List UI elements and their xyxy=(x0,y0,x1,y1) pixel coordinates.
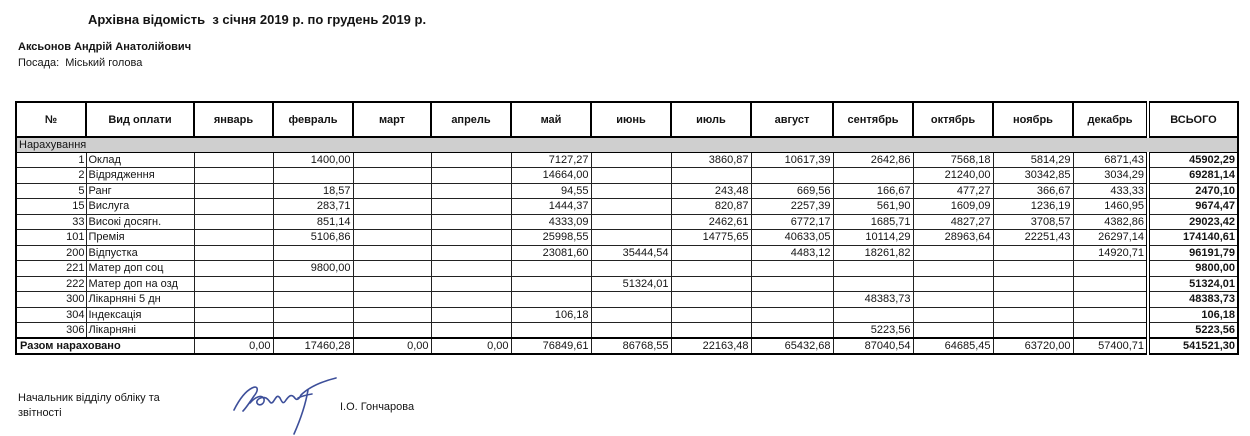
cell-november: 3708,57 xyxy=(993,214,1073,230)
cell-march xyxy=(353,230,431,246)
cell-may: 7127,27 xyxy=(511,152,591,168)
total-june: 86768,55 xyxy=(591,338,671,354)
cell-may xyxy=(511,292,591,308)
cell-december xyxy=(1073,276,1148,292)
row-total: 5223,56 xyxy=(1148,323,1238,339)
cell-january xyxy=(194,292,273,308)
total-july: 22163,48 xyxy=(671,338,751,354)
cell-august: 6772,17 xyxy=(751,214,833,230)
cell-december xyxy=(1073,261,1148,277)
cell-january xyxy=(194,168,273,184)
cell-june xyxy=(591,292,671,308)
cell-june: 51324,01 xyxy=(591,276,671,292)
signer-title-line: звітності xyxy=(18,407,62,419)
row-payment-type: Індексація xyxy=(86,307,194,323)
employee-name: Аксьонов Андрій Анатолійович xyxy=(18,41,192,53)
cell-february xyxy=(273,307,353,323)
cell-april xyxy=(431,261,511,277)
signer-title xyxy=(18,391,160,421)
cell-october: 1609,09 xyxy=(913,199,993,215)
row-payment-type: Матер доп на озд xyxy=(86,276,194,292)
cell-december: 1460,95 xyxy=(1073,199,1148,215)
cell-may: 14664,00 xyxy=(511,168,591,184)
cell-may xyxy=(511,276,591,292)
cell-march xyxy=(353,307,431,323)
row-payment-type: Вислуга xyxy=(86,199,194,215)
row-total: 69281,14 xyxy=(1148,168,1238,184)
cell-november: 366,67 xyxy=(993,183,1073,199)
row-payment-type: Премія xyxy=(86,230,194,246)
cell-july xyxy=(671,276,751,292)
signer-name: І.О. Гончарова xyxy=(340,401,415,413)
row-code: 300 xyxy=(16,292,86,308)
col-header-august: август xyxy=(751,102,833,137)
table-row xyxy=(16,245,1238,261)
row-code: 222 xyxy=(16,276,86,292)
cell-february xyxy=(273,276,353,292)
row-payment-type: Лікарняні xyxy=(86,323,194,339)
row-code: 15 xyxy=(16,199,86,215)
row-payment-type: Оклад xyxy=(86,152,194,168)
section-label: Нарахування xyxy=(16,137,1238,152)
cell-october xyxy=(913,261,993,277)
table-row xyxy=(16,152,1238,168)
cell-june xyxy=(591,168,671,184)
table-row xyxy=(16,307,1238,323)
cell-august: 669,56 xyxy=(751,183,833,199)
table-row xyxy=(16,168,1238,184)
cell-may xyxy=(511,323,591,339)
cell-august: 10617,39 xyxy=(751,152,833,168)
col-header-number: № xyxy=(16,102,86,137)
cell-july xyxy=(671,245,751,261)
cell-april xyxy=(431,168,511,184)
row-payment-type: Лікарняні 5 дн xyxy=(86,292,194,308)
table-row xyxy=(16,323,1238,339)
document-title: Архівна відомість з січня 2019 р. по грудень 2019 р. xyxy=(88,12,427,27)
cell-april xyxy=(431,276,511,292)
row-code: 1 xyxy=(16,152,86,168)
row-code: 304 xyxy=(16,307,86,323)
col-header-december: декабрь xyxy=(1073,102,1148,137)
cell-february xyxy=(273,292,353,308)
cell-october xyxy=(913,323,993,339)
row-total: 96191,79 xyxy=(1148,245,1238,261)
cell-august xyxy=(751,292,833,308)
row-payment-type: Відрядження xyxy=(86,168,194,184)
cell-july xyxy=(671,292,751,308)
cell-june xyxy=(591,230,671,246)
cell-june: 35444,54 xyxy=(591,245,671,261)
cell-october xyxy=(913,276,993,292)
cell-july xyxy=(671,261,751,277)
cell-november xyxy=(993,323,1073,339)
cell-march xyxy=(353,276,431,292)
cell-june xyxy=(591,261,671,277)
total-september: 87040,54 xyxy=(833,338,913,354)
row-total: 9800,00 xyxy=(1148,261,1238,277)
col-header-february: февраль xyxy=(273,102,353,137)
cell-july: 820,87 xyxy=(671,199,751,215)
cell-february: 18,57 xyxy=(273,183,353,199)
cell-december: 433,33 xyxy=(1073,183,1148,199)
cell-october xyxy=(913,292,993,308)
cell-april xyxy=(431,292,511,308)
cell-september xyxy=(833,307,913,323)
cell-february: 1400,00 xyxy=(273,152,353,168)
row-payment-type: Високі досягн. xyxy=(86,214,194,230)
cell-february xyxy=(273,323,353,339)
cell-december: 26297,14 xyxy=(1073,230,1148,246)
cell-november: 22251,43 xyxy=(993,230,1073,246)
cell-february: 9800,00 xyxy=(273,261,353,277)
cell-june xyxy=(591,152,671,168)
cell-january xyxy=(194,323,273,339)
cell-march xyxy=(353,214,431,230)
table-row xyxy=(16,276,1238,292)
total-row-label: Разом нараховано xyxy=(16,338,194,354)
col-header-november: ноябрь xyxy=(993,102,1073,137)
cell-september: 561,90 xyxy=(833,199,913,215)
cell-february: 851,14 xyxy=(273,214,353,230)
cell-may: 23081,60 xyxy=(511,245,591,261)
col-header-september: сентябрь xyxy=(833,102,913,137)
cell-march xyxy=(353,152,431,168)
table-row xyxy=(16,214,1238,230)
cell-december: 3034,29 xyxy=(1073,168,1148,184)
cell-september: 166,67 xyxy=(833,183,913,199)
signature-ink xyxy=(234,378,336,434)
cell-june xyxy=(591,199,671,215)
table-row xyxy=(16,261,1238,277)
cell-september: 10114,29 xyxy=(833,230,913,246)
row-code: 221 xyxy=(16,261,86,277)
cell-july: 243,48 xyxy=(671,183,751,199)
cell-december: 6871,43 xyxy=(1073,152,1148,168)
row-code: 101 xyxy=(16,230,86,246)
cell-november xyxy=(993,261,1073,277)
cell-january xyxy=(194,261,273,277)
cell-may: 4333,09 xyxy=(511,214,591,230)
total-november: 63720,00 xyxy=(993,338,1073,354)
row-code: 33 xyxy=(16,214,86,230)
cell-march xyxy=(353,292,431,308)
row-payment-type: Ранг xyxy=(86,183,194,199)
cell-may xyxy=(511,261,591,277)
cell-march xyxy=(353,199,431,215)
cell-november xyxy=(993,276,1073,292)
cell-july xyxy=(671,307,751,323)
col-header-total: ВСЬОГО xyxy=(1148,102,1238,137)
cell-april xyxy=(431,307,511,323)
cell-april xyxy=(431,245,511,261)
table-header-row xyxy=(16,102,1238,137)
cell-may: 106,18 xyxy=(511,307,591,323)
cell-november xyxy=(993,292,1073,308)
cell-september: 1685,71 xyxy=(833,214,913,230)
cell-september: 2642,86 xyxy=(833,152,913,168)
cell-february xyxy=(273,245,353,261)
cell-march xyxy=(353,183,431,199)
cell-august xyxy=(751,276,833,292)
cell-october: 28963,64 xyxy=(913,230,993,246)
cell-april xyxy=(431,323,511,339)
cell-december: 4382,86 xyxy=(1073,214,1148,230)
table-row xyxy=(16,230,1238,246)
employee-position xyxy=(18,57,142,69)
cell-july: 2462,61 xyxy=(671,214,751,230)
cell-may: 1444,37 xyxy=(511,199,591,215)
cell-may: 25998,55 xyxy=(511,230,591,246)
position-label: Посада: xyxy=(18,57,60,69)
cell-october: 477,27 xyxy=(913,183,993,199)
cell-january xyxy=(194,245,273,261)
cell-march xyxy=(353,168,431,184)
cell-november: 1236,19 xyxy=(993,199,1073,215)
cell-december xyxy=(1073,307,1148,323)
cell-october: 7568,18 xyxy=(913,152,993,168)
row-total: 51324,01 xyxy=(1148,276,1238,292)
cell-may: 94,55 xyxy=(511,183,591,199)
cell-january xyxy=(194,152,273,168)
row-total: 106,18 xyxy=(1148,307,1238,323)
cell-june xyxy=(591,323,671,339)
signer-title-line: Начальник відділу обліку та xyxy=(18,392,160,404)
row-code: 306 xyxy=(16,323,86,339)
cell-july: 14775,65 xyxy=(671,230,751,246)
table-row xyxy=(16,199,1238,215)
row-total: 2470,10 xyxy=(1148,183,1238,199)
cell-january xyxy=(194,276,273,292)
cell-november: 5814,29 xyxy=(993,152,1073,168)
col-header-may: май xyxy=(511,102,591,137)
cell-april xyxy=(431,199,511,215)
cell-september: 48383,73 xyxy=(833,292,913,308)
cell-april xyxy=(431,214,511,230)
cell-september xyxy=(833,168,913,184)
cell-march xyxy=(353,245,431,261)
cell-october: 21240,00 xyxy=(913,168,993,184)
col-header-march: март xyxy=(353,102,431,137)
cell-march xyxy=(353,261,431,277)
cell-september xyxy=(833,261,913,277)
cell-june xyxy=(591,307,671,323)
cell-october xyxy=(913,245,993,261)
row-payment-type: Відпустка xyxy=(86,245,194,261)
total-may: 76849,61 xyxy=(511,338,591,354)
total-march: 0,00 xyxy=(353,338,431,354)
total-august: 65432,68 xyxy=(751,338,833,354)
table-row xyxy=(16,183,1238,199)
total-february: 17460,28 xyxy=(273,338,353,354)
total-december: 57400,71 xyxy=(1073,338,1148,354)
cell-august xyxy=(751,323,833,339)
section-row xyxy=(16,137,1238,152)
cell-december: 14920,71 xyxy=(1073,245,1148,261)
total-row xyxy=(16,338,1238,354)
cell-march xyxy=(353,323,431,339)
cell-september xyxy=(833,276,913,292)
row-code: 2 xyxy=(16,168,86,184)
col-header-october: октябрь xyxy=(913,102,993,137)
cell-april xyxy=(431,183,511,199)
table-body xyxy=(16,137,1238,338)
row-payment-type: Матер доп соц xyxy=(86,261,194,277)
cell-february xyxy=(273,168,353,184)
col-header-april: апрель xyxy=(431,102,511,137)
cell-february: 283,71 xyxy=(273,199,353,215)
cell-january xyxy=(194,307,273,323)
cell-february: 5106,86 xyxy=(273,230,353,246)
cell-august xyxy=(751,307,833,323)
position-value: Міський голова xyxy=(65,57,143,69)
cell-july xyxy=(671,323,751,339)
cell-september: 5223,56 xyxy=(833,323,913,339)
cell-october xyxy=(913,307,993,323)
cell-november xyxy=(993,307,1073,323)
cell-november: 30342,85 xyxy=(993,168,1073,184)
total-october: 64685,45 xyxy=(913,338,993,354)
total-january: 0,00 xyxy=(194,338,273,354)
cell-august: 2257,39 xyxy=(751,199,833,215)
cell-january xyxy=(194,230,273,246)
cell-april xyxy=(431,152,511,168)
col-header-july: июль xyxy=(671,102,751,137)
col-header-june: июнь xyxy=(591,102,671,137)
cell-october: 4827,27 xyxy=(913,214,993,230)
payroll-table xyxy=(15,101,1239,355)
total-april: 0,00 xyxy=(431,338,511,354)
cell-august xyxy=(751,261,833,277)
cell-september: 18261,82 xyxy=(833,245,913,261)
cell-november xyxy=(993,245,1073,261)
cell-december xyxy=(1073,292,1148,308)
row-total: 29023,42 xyxy=(1148,214,1238,230)
cell-june xyxy=(591,183,671,199)
cell-december xyxy=(1073,323,1148,339)
row-code: 5 xyxy=(16,183,86,199)
cell-january xyxy=(194,183,273,199)
cell-july: 3860,87 xyxy=(671,152,751,168)
row-total: 45902,29 xyxy=(1148,152,1238,168)
row-total: 174140,61 xyxy=(1148,230,1238,246)
cell-june xyxy=(591,214,671,230)
row-total: 9674,47 xyxy=(1148,199,1238,215)
grand-total: 541521,30 xyxy=(1148,338,1238,354)
signature xyxy=(228,376,340,436)
table-row xyxy=(16,292,1238,308)
col-header-payment-type: Вид оплати xyxy=(86,102,194,137)
cell-august: 4483,12 xyxy=(751,245,833,261)
cell-january xyxy=(194,199,273,215)
cell-august xyxy=(751,168,833,184)
cell-august: 40633,05 xyxy=(751,230,833,246)
cell-july xyxy=(671,168,751,184)
cell-april xyxy=(431,230,511,246)
cell-january xyxy=(194,214,273,230)
col-header-january: январь xyxy=(194,102,273,137)
row-code: 200 xyxy=(16,245,86,261)
row-total: 48383,73 xyxy=(1148,292,1238,308)
